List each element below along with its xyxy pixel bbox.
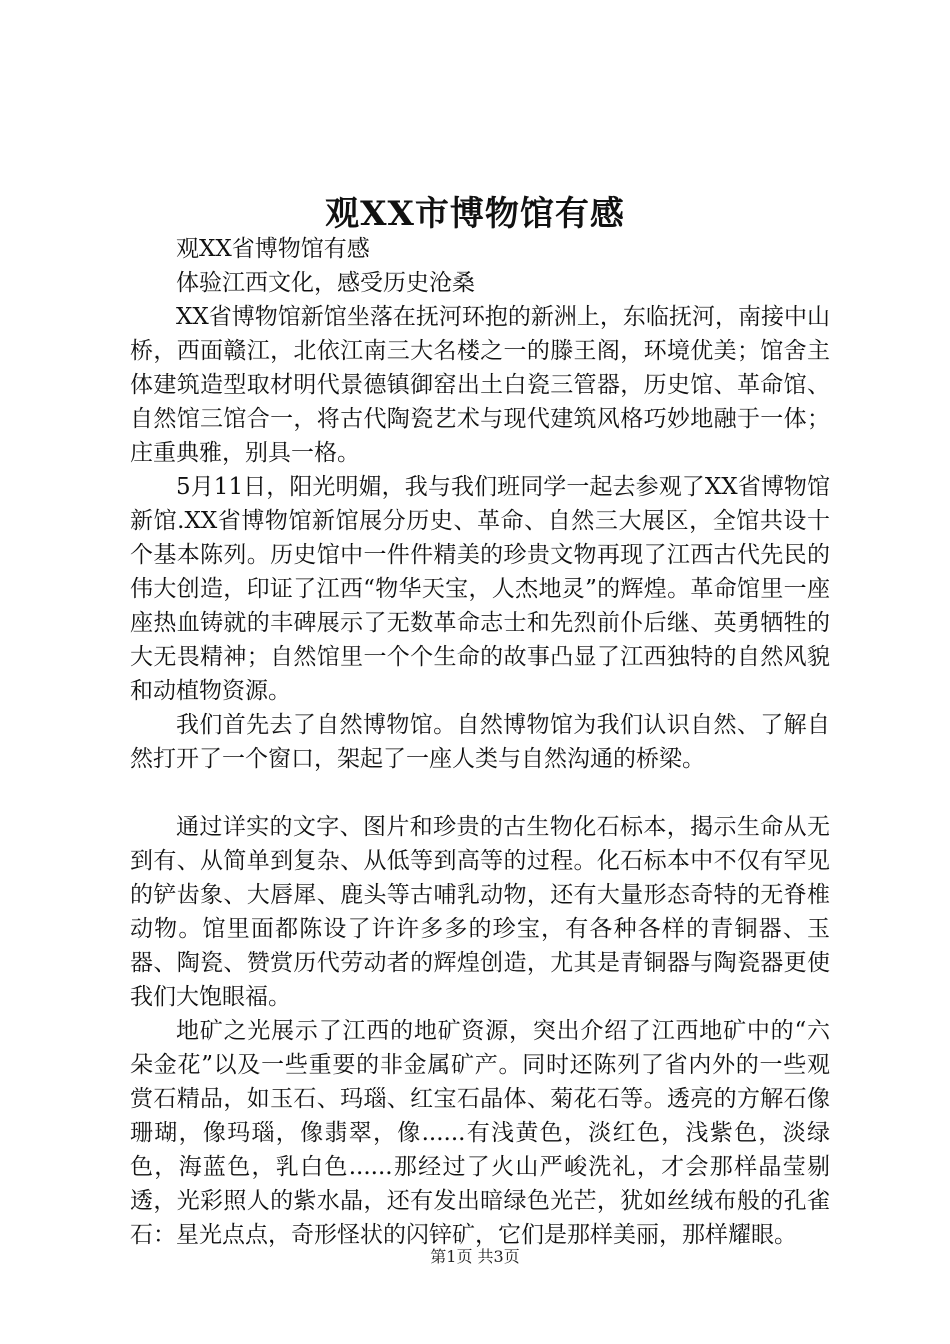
paragraph-minerals: 地矿之光展示了江西的地矿资源，突出介绍了江西地矿中的“六朵金花”以及一些重要的非金属矿产。同时还陈列了省内外的一些观赏石精品，如玉石、玛瑙、红宝石晶体、菊花石等。透亮的方解石像珊瑚，像玛瑙，像翡翠，像......有浅黄色，淡红色，浅紫色，淡绿色，海蓝色，乳白色......那经过了火山严峻洗礼，才会那样晶莹剔透，光彩照人的紫水晶，还有发出暗绿色光芒，犹如丝绒布般的孔雀石：星光点点，奇形怪状的闪锌矿，它们是那样美丽，那样耀眼。	[130, 1018, 830, 1248]
document-body	[130, 232, 830, 1252]
paragraph-subtitle: 观XX省博物馆有感	[176, 236, 370, 262]
paragraph-visit: 5月11日，阳光明媚，我与我们班同学一起去参观了XX省博物馆新馆.XX省博物馆新馆展分历史、革命、自然三大展区，全馆共设十个基本陈列。历史馆中一件件精美的珍贵文物再现了江西古代先民的伟大创造，印证了江西“物华天宝，人杰地灵”的辉煌。革命馆里一座座热血铸就的丰碑展示了无数革命志士和先烈前仆后继、英勇牺牲的大无畏精神；自然馆里一个个生命的故事凸显了江西独特的自然风貌和动植物资源。	[130, 474, 830, 704]
paragraph-museum-location: XX省博物馆新馆坐落在抚河环抱的新洲上，东临抚河，南接中山桥，西面赣江，北依江南三大名楼之一的滕王阁，环境优美；馆舍主体建筑造型取材明代景德镇御窑出土白瓷三管器，历史馆、革命馆、自然馆三馆合一，将古代陶瓷艺术与现代建筑风格巧妙地融于一体；庄重典雅，别具一格。	[130, 304, 830, 466]
page-number-footer: 第1页 共3页	[430, 1247, 520, 1266]
page-title: 观XX市博物馆有感	[325, 194, 625, 234]
paragraph-fossils: 通过详实的文字、图片和珍贵的古生物化石标本，揭示生命从无到有、从简单到复杂、从低等到高等的过程。化石标本中不仅有罕见的铲齿象、大唇犀、鹿头等古哺乳动物，还有大量形态奇特的无脊椎动物。馆里面都陈设了许许多多的珍宝，有各种各样的青铜器、玉器、陶瓷、赞赏历代劳动者的辉煌创造，尤其是青铜器与陶瓷器更使我们大饱眼福。	[130, 814, 830, 1010]
paragraph-theme: 体验江西文化，感受历史沧桑	[176, 270, 475, 296]
paragraph-nature-museum: 我们首先去了自然博物馆。自然博物馆为我们认识自然、了解自然打开了一个窗口，架起了一座人类与自然沟通的桥梁。	[130, 712, 830, 772]
